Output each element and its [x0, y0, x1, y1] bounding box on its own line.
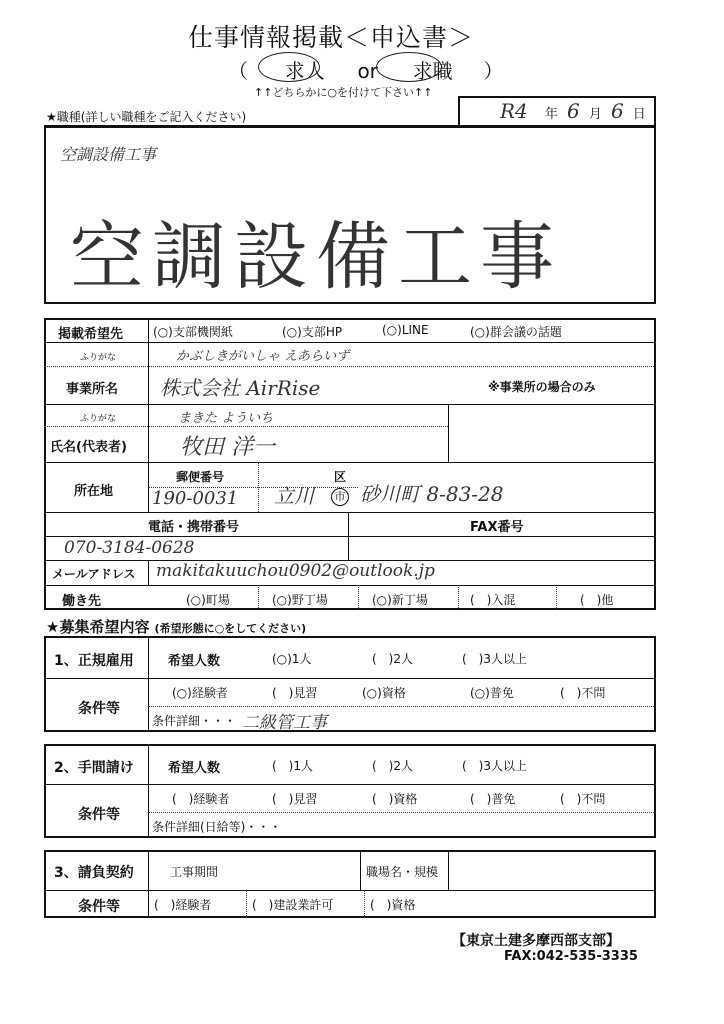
s2-detail-label: 条件詳細(日給等)・・・	[152, 820, 282, 834]
postal-label: 郵便番号	[176, 470, 225, 484]
rep-furigana[interactable]: まきた よういち	[178, 411, 274, 426]
option-kyushoku: 求職	[412, 59, 453, 83]
company-furigana-label: ふりがな	[80, 353, 117, 363]
section2-cond-label: 条件等	[78, 807, 120, 823]
s3-cond-experienced[interactable]: ( )経験者	[154, 898, 212, 912]
section3-label: 3、請負契約	[54, 865, 134, 881]
circle-mark-kyujin	[258, 52, 320, 82]
footer-fax: FAX:042-535-3335	[504, 949, 638, 964]
recruit-heading-title: ★募集希望内容	[46, 618, 150, 636]
company-label: 事業所名	[66, 382, 119, 397]
job-type-small: 空調設備工事	[60, 145, 157, 164]
section2-count-label: 希望人数	[168, 761, 221, 776]
date-row	[500, 99, 646, 123]
option-kyujin: 求人	[284, 59, 325, 83]
company-furigana[interactable]: かぶしきがいしゃ えあらいず	[176, 349, 350, 364]
job-type-label: ★職種(詳しい職種をご記入ください)	[46, 110, 247, 124]
address-rest[interactable]: 砂川町 8-83-28	[360, 482, 504, 506]
address-city[interactable]: 立川	[274, 484, 314, 508]
subtitle-close: ）	[483, 59, 504, 83]
rep-furigana-label: ふりがな	[80, 414, 117, 424]
s1-count-1[interactable]: (○)1人	[272, 652, 312, 666]
s2-count-1[interactable]: ( )1人	[272, 759, 313, 773]
s2-cond-any[interactable]: ( )不問	[560, 792, 606, 806]
phone-label: 電話・携帯番号	[148, 520, 240, 535]
circle-mark-kyushoku	[376, 52, 442, 82]
s3-scale-label: 職場名・規模	[366, 865, 439, 879]
city-mark: 市	[331, 488, 349, 506]
date-era-year: R4	[500, 99, 528, 123]
section1-cond-label: 条件等	[78, 701, 120, 717]
workplace-label: 働き先	[62, 594, 102, 609]
option-or: or	[357, 59, 378, 83]
circle-instruction: ↑↑どちらかに○を付けて下さい↑↑	[254, 86, 433, 99]
date-day: 6	[610, 99, 624, 123]
s2-cond-driver[interactable]: ( )普免	[470, 792, 516, 806]
phone-value[interactable]: 070-3184-0628	[64, 538, 195, 558]
s2-cond-trainee[interactable]: ( )見習	[272, 792, 318, 806]
address-label: 所在地	[74, 484, 114, 499]
s3-cond-license[interactable]: ( )資格	[370, 898, 416, 912]
company-note: ※事業所の場合のみ	[488, 380, 596, 394]
company-name[interactable]: 株式会社 AirRise	[160, 376, 321, 400]
s1-cond-experienced[interactable]: (○)経験者	[172, 686, 228, 700]
section1-label: 1、正規雇用	[54, 653, 134, 669]
email-value[interactable]: makitakuuchou0902@outlook.jp	[156, 561, 435, 581]
section3-box	[44, 850, 656, 918]
s1-count-2[interactable]: ( )2人	[372, 652, 413, 666]
date-month: 6	[567, 99, 580, 123]
work-option-other[interactable]: ( )他	[580, 593, 614, 607]
pub-option-kikanshi[interactable]: (○)支部機関紙	[153, 325, 233, 339]
work-option-shinchoba[interactable]: (○)新丁場	[372, 593, 428, 607]
s3-cond-permit[interactable]: ( )建設業許可	[252, 898, 334, 912]
s2-cond-license[interactable]: ( )資格	[372, 792, 418, 806]
s1-cond-license[interactable]: (○)資格	[362, 686, 406, 700]
pub-option-line[interactable]: (○)LINE	[382, 323, 429, 337]
month-suffix: 月	[588, 107, 602, 122]
rep-name[interactable]: 牧田 洋一	[180, 435, 275, 460]
fax-label: FAX番号	[470, 520, 524, 535]
s1-detail-label: 条件詳細・・・	[152, 714, 237, 728]
section3-cond-label: 条件等	[78, 899, 120, 915]
s1-count-3plus[interactable]: ( )3人以上	[462, 652, 527, 666]
s2-count-3plus[interactable]: ( )3人以上	[462, 759, 527, 773]
email-label: メールアドレス	[52, 567, 136, 581]
year-suffix: 年	[544, 107, 558, 122]
rep-label: 氏名(代表者)	[50, 440, 127, 455]
s1-cond-driver[interactable]: (○)普免	[470, 686, 514, 700]
footer-org: 【東京土建多摩西部支部】	[452, 933, 620, 949]
pub-option-gunkaigi[interactable]: (○)群会議の話題	[470, 325, 562, 339]
s2-cond-experienced[interactable]: ( )経験者	[172, 792, 230, 806]
recruit-heading	[46, 616, 306, 637]
s1-cond-any[interactable]: ( )不問	[560, 686, 606, 700]
recruit-heading-note: (希望形態に○をしてください)	[154, 622, 307, 635]
s3-period-label: 工事期間	[170, 865, 219, 879]
day-suffix: 日	[632, 107, 646, 122]
s1-detail-value[interactable]: 二級管工事	[242, 713, 327, 733]
publication-label: 掲載希望先	[58, 327, 124, 342]
postal-value[interactable]: 190-0031	[152, 488, 239, 509]
section2-label: 2、手間請け	[54, 760, 134, 776]
pub-option-hp[interactable]: (○)支部HP	[282, 325, 343, 339]
s1-cond-trainee[interactable]: ( )見習	[272, 686, 318, 700]
form-title: 仕事情報掲載＜申込書＞	[188, 23, 475, 52]
work-option-machiba[interactable]: (○)町場	[186, 593, 230, 607]
work-option-irikon[interactable]: ( )入混	[470, 593, 516, 607]
job-type-large: 空調設備工事	[70, 214, 562, 300]
work-option-nochoba[interactable]: (○)野丁場	[272, 593, 328, 607]
s2-count-2[interactable]: ( )2人	[372, 759, 413, 773]
section1-count-label: 希望人数	[168, 654, 221, 669]
ward-label: 区	[334, 470, 347, 484]
subtitle-open: （	[228, 59, 248, 83]
